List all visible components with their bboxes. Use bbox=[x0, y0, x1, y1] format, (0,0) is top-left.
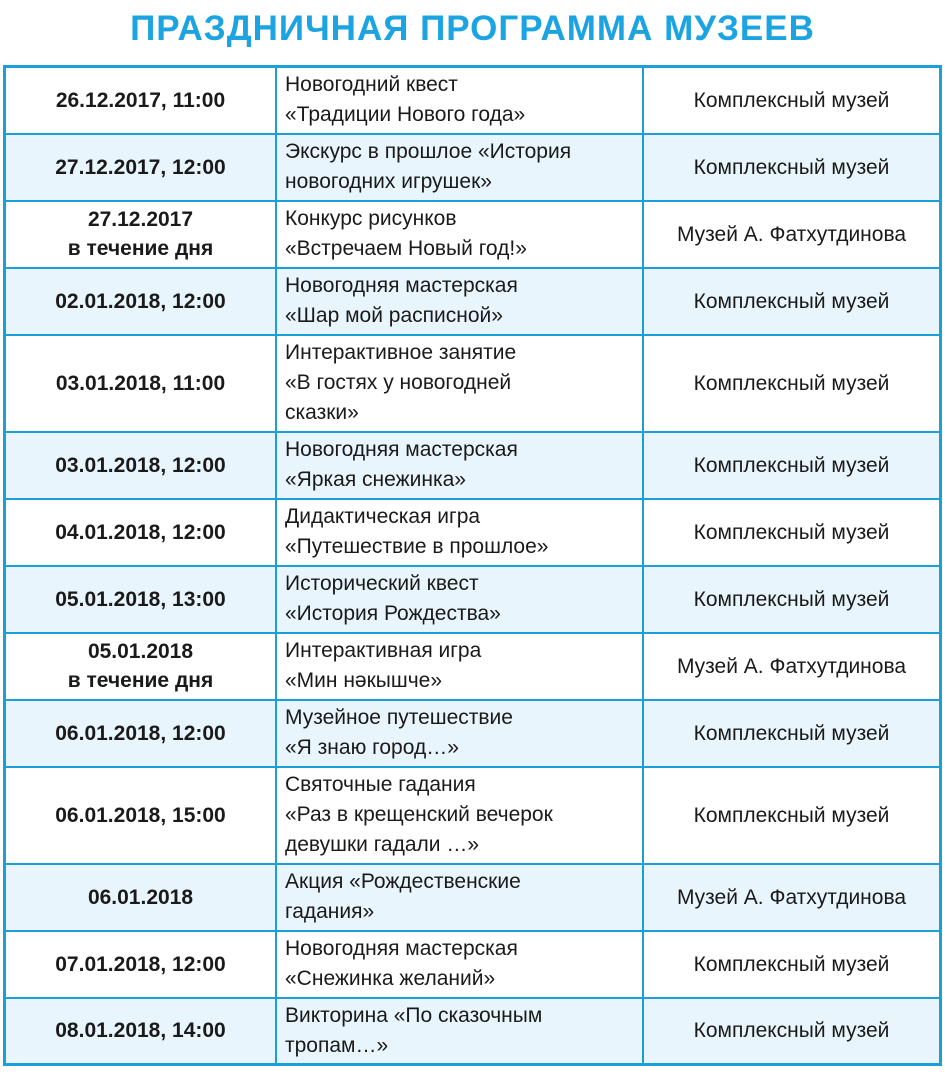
table-row bbox=[5, 566, 941, 633]
table-row bbox=[5, 998, 941, 1065]
table-row bbox=[5, 134, 941, 201]
event-text: «Я знаю город…» bbox=[285, 736, 459, 759]
event-text: Новогодняя мастерская bbox=[285, 937, 518, 960]
table-row bbox=[5, 335, 941, 432]
museum-cell: Комплексный музей bbox=[643, 700, 941, 767]
museum-cell: Комплексный музей bbox=[643, 268, 941, 335]
date-text: 03.01.2018, 12:00 bbox=[55, 453, 226, 477]
page-title: ПРАЗДНИЧНАЯ ПРОГРАММА МУЗЕЕВ bbox=[130, 9, 815, 48]
event-text: Новогодняя мастерская bbox=[285, 438, 518, 461]
museum-cell: Музей А. Фатхутдинова bbox=[643, 633, 941, 700]
event-text: Интерактивное занятие bbox=[285, 341, 517, 364]
event-text: «Яркая снежинка» bbox=[285, 468, 466, 491]
event-cell bbox=[276, 864, 643, 931]
table-row bbox=[5, 864, 941, 931]
date-text: 05.01.2018 bbox=[87, 640, 194, 663]
event-text: «Традиции Нового года» bbox=[285, 103, 526, 127]
event-cell bbox=[276, 998, 643, 1065]
date-text: 05.01.2018, 13:00 bbox=[55, 587, 226, 611]
event-cell bbox=[276, 335, 643, 432]
date-cell bbox=[5, 931, 277, 998]
table-row bbox=[5, 67, 941, 134]
date-text: 06.01.2018, 12:00 bbox=[55, 721, 226, 745]
date-cell bbox=[5, 767, 277, 864]
museum-cell: Музей А. Фатхутдинова bbox=[643, 201, 941, 268]
date-cell bbox=[5, 134, 277, 201]
date-text: 26.12.2017, 11:00 bbox=[55, 88, 226, 112]
date-cell bbox=[5, 201, 277, 268]
museum-cell: Комплексный музей bbox=[643, 499, 941, 566]
date-cell bbox=[5, 998, 277, 1065]
event-text: девушки гадали …» bbox=[285, 833, 480, 856]
event-text: Новогодняя мастерская bbox=[285, 274, 518, 297]
event-cell bbox=[276, 767, 643, 864]
date-text: 04.01.2018, 12:00 bbox=[55, 520, 226, 544]
event-text: Музейное путешествие bbox=[285, 706, 513, 729]
museum-cell: Комплексный музей bbox=[643, 432, 941, 499]
event-text: Дидактическая игра bbox=[285, 505, 481, 528]
event-text: Акция «Рождественские bbox=[285, 870, 521, 893]
event-text: Экскурс в прошлое «История bbox=[285, 140, 572, 163]
date-text: 27.12.2017 bbox=[87, 208, 194, 231]
date-cell bbox=[5, 700, 277, 767]
date-text: 03.01.2018, 11:00 bbox=[55, 371, 226, 395]
event-cell bbox=[276, 432, 643, 499]
museum-cell: Комплексный музей bbox=[643, 335, 941, 432]
schedule-table bbox=[3, 65, 942, 1066]
event-text: «Раз в крещенский вечерок bbox=[285, 803, 553, 826]
event-cell bbox=[276, 931, 643, 998]
event-text: «Снежинка желаний» bbox=[285, 967, 496, 990]
date-cell bbox=[5, 633, 277, 700]
date-text: 06.01.2018 bbox=[87, 885, 194, 909]
museum-cell: Комплексный музей bbox=[643, 931, 941, 998]
date-text: 06.01.2018, 15:00 bbox=[55, 803, 226, 827]
event-cell bbox=[276, 268, 643, 335]
table-row bbox=[5, 201, 941, 268]
event-cell bbox=[276, 134, 643, 201]
date-cell bbox=[5, 432, 277, 499]
museum-cell: Комплексный музей bbox=[643, 767, 941, 864]
museum-cell: Комплексный музей bbox=[643, 998, 941, 1065]
table-row bbox=[5, 931, 941, 998]
event-cell bbox=[276, 499, 643, 566]
event-cell bbox=[276, 566, 643, 633]
date-cell bbox=[5, 499, 277, 566]
event-cell bbox=[276, 67, 643, 134]
event-cell bbox=[276, 201, 643, 268]
museum-cell: Комплексный музей bbox=[643, 566, 941, 633]
event-text: Исторический квест bbox=[285, 572, 479, 595]
table-row bbox=[5, 268, 941, 335]
table-row bbox=[5, 432, 941, 499]
date-cell bbox=[5, 864, 277, 931]
event-text: «В гостях у новогодней bbox=[285, 371, 512, 394]
date-text: в течение дня bbox=[67, 237, 214, 260]
event-text: «Мин нәкышчe» bbox=[285, 669, 443, 692]
date-text: 07.01.2018, 12:00 bbox=[55, 952, 226, 976]
event-text: «Шар мой расписной» bbox=[285, 304, 503, 327]
date-cell bbox=[5, 335, 277, 432]
event-text: Интерактивная игра bbox=[285, 639, 482, 662]
event-text: Новогодний квест bbox=[285, 73, 458, 97]
date-text: 08.01.2018, 14:00 bbox=[55, 1019, 226, 1043]
event-text: тропам…» bbox=[285, 1033, 389, 1057]
date-text: в течение дня bbox=[67, 669, 214, 692]
date-cell bbox=[5, 67, 277, 134]
date-text: 27.12.2017, 12:00 bbox=[55, 155, 226, 179]
event-cell bbox=[276, 700, 643, 767]
event-text: сказки» bbox=[285, 401, 359, 424]
event-text: «Встречаем Новый год!» bbox=[285, 237, 527, 260]
museum-cell: Комплексный музей bbox=[643, 134, 941, 201]
event-cell bbox=[276, 633, 643, 700]
event-text: «Путешествие в прошлое» bbox=[285, 535, 549, 558]
event-text: Викторина «По сказочным bbox=[285, 1003, 543, 1027]
event-text: «История Рождества» bbox=[285, 602, 501, 625]
table-row bbox=[5, 633, 941, 700]
event-text: Конкурс рисунков bbox=[285, 207, 457, 230]
table-row bbox=[5, 700, 941, 767]
date-cell bbox=[5, 566, 277, 633]
table-row bbox=[5, 499, 941, 566]
museum-cell: Комплексный музей bbox=[643, 67, 941, 134]
table-row bbox=[5, 767, 941, 864]
museum-cell: Музей А. Фатхутдинова bbox=[643, 864, 941, 931]
event-text: гадания» bbox=[285, 900, 375, 923]
date-text: 02.01.2018, 12:00 bbox=[55, 289, 226, 313]
event-text: Святочные гадания bbox=[285, 773, 476, 796]
date-cell bbox=[5, 268, 277, 335]
event-text: новогодних игрушек» bbox=[285, 170, 492, 193]
